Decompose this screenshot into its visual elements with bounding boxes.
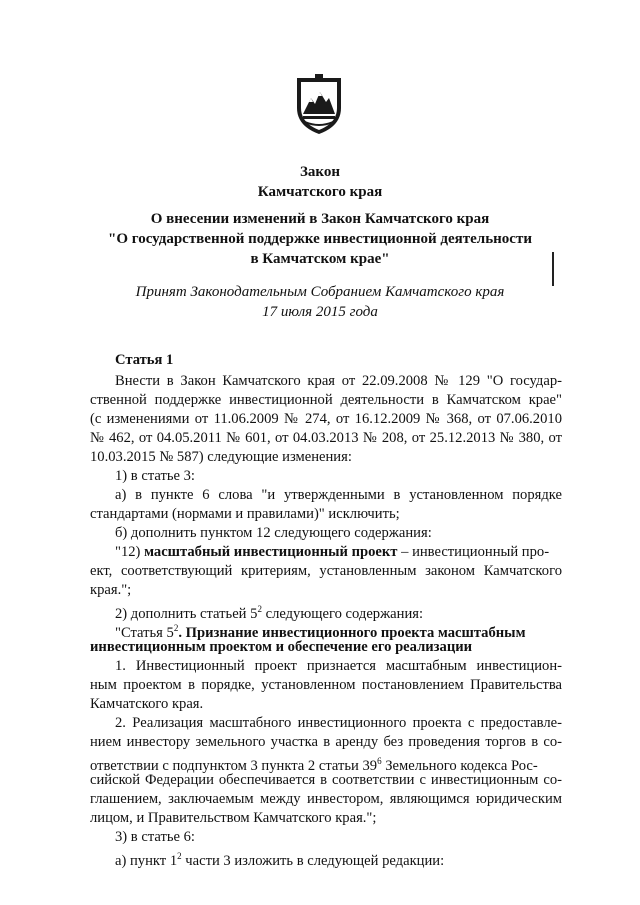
text-line: глашением, заключаемым между инвестором, являющимся юридическим	[90, 791, 562, 807]
text-part: "Статья 5	[115, 624, 174, 641]
text-line: 3) в статье 6:	[115, 829, 195, 845]
article-heading: Статья 1	[115, 352, 174, 368]
law-title-line-2: "О государственной поддержке инвестиционной деятельности	[108, 231, 532, 247]
text-line: а) в пункте 6 слова "и утвержденными в установленном порядке	[115, 487, 562, 503]
text-line: ект, соответствующий критериям, установленным законом Камчатского	[90, 563, 562, 579]
doc-type: Закон	[299, 164, 340, 180]
text-line: 2. Реализация масштабного инвестиционного проекта с предоставле-	[115, 715, 562, 731]
law-title-line-3: в Камчатском крае"	[250, 251, 390, 267]
text-line	[115, 847, 444, 871]
adopted-by: Принят Законодательным Собранием Камчатского края	[135, 284, 505, 300]
superscript: 2	[173, 623, 179, 633]
text-part: 2) дополнить статьей 5	[115, 605, 258, 622]
text-line: № 462, от 04.05.2011 № 601, от 04.03.2013 № 208, от 25.12.2013 № 380, от	[90, 430, 562, 446]
region-name: Камчатского края	[257, 184, 383, 200]
text-line: Внести в Закон Камчатского края от 22.09.2008 № 129 "О государ-	[115, 373, 562, 389]
article-title-bold: . Признание инвестиционного проекта масштабным	[178, 624, 526, 641]
term-definition: – инвестиционный про-	[397, 544, 550, 560]
text-line: 1) в статье 3:	[115, 468, 195, 484]
text-part: следующего содержания:	[261, 605, 424, 622]
text-part: части 3 изложить в следующей редакции:	[181, 852, 445, 869]
text-line	[115, 543, 549, 562]
text-line: 1. Инвестиционный проект признается масштабным инвестицион-	[115, 658, 562, 674]
text-line: инвестиционным проектом и обеспечение его реализации	[90, 639, 473, 655]
text-line: 10.03.2015 № 587) следующие изменения:	[90, 449, 352, 465]
text-part: ответствии с подпунктом 3 пункта 2 статьи 39	[90, 757, 378, 774]
text-line: стандартами (нормами и правилами)" исключить;	[90, 506, 400, 522]
adopted-date: 17 июля 2015 года	[262, 304, 378, 320]
coat-of-arms-icon	[293, 74, 345, 136]
text-line: ным проектом в порядке, установленном постановлением Правительства	[90, 677, 562, 693]
text-line: Камчатского края.	[90, 696, 204, 712]
text-line: (с изменениями от 11.06.2009 № 274, от 16.12.2009 № 368, от 07.06.2010	[90, 411, 562, 427]
text-line: б) дополнить пунктом 12 следующего содержания:	[115, 525, 432, 541]
superscript: 6	[377, 756, 382, 766]
item-number: "12)	[115, 544, 145, 560]
text-line: края.";	[90, 582, 132, 598]
margin-mark	[552, 252, 554, 286]
superscript: 2	[257, 604, 262, 614]
text-line: сийской Федерации обеспечивается в соответствии с инвестиционным со-	[90, 772, 562, 788]
text-part: а) пункт 1	[115, 852, 178, 869]
law-title-line-1: О внесении изменений в Закон Камчатского края	[150, 211, 490, 227]
text-line: лицом, и Правительством Камчатского края.";	[90, 810, 377, 826]
text-line: ственной поддержке инвестиционной деятельности в Камчатском крае"	[90, 392, 562, 408]
text-part: Земельного кодекса Рос-	[381, 757, 538, 774]
text-line: нием инвестору земельного участка в аренду без проведения торгов в со-	[90, 734, 562, 750]
superscript: 2	[177, 851, 182, 861]
term-bold: масштабный инвестиционный проект	[144, 544, 398, 560]
